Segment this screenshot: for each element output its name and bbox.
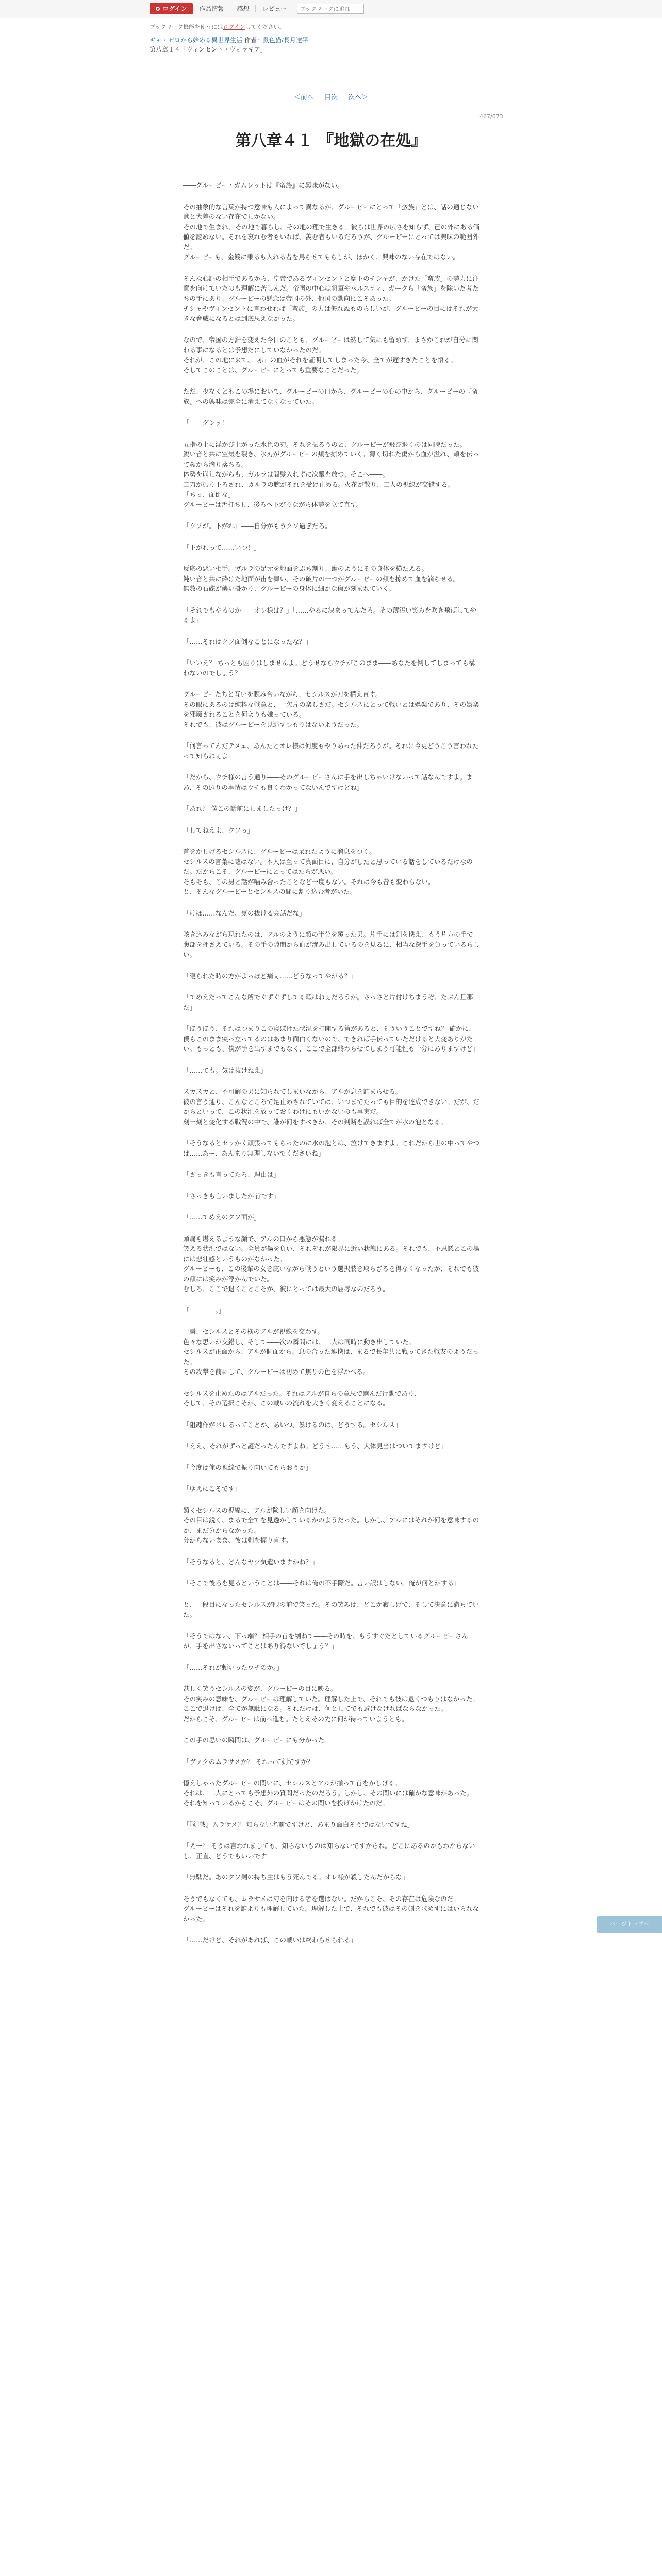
body-paragraph: 反応の悪い相手。ガルラの足元を地面をぶち割り、獣のようにその身体を横たえる。 鈍い音と共に砕けた地面が宙を舞い、その破片の一つがグルービーの頬を掠めて血を滴らせる。 無数の石礫が襲い掛かり、グルービーの身体に細かな傷が刻まれていく。	[183, 565, 460, 592]
page-number: 467/673	[479, 113, 503, 120]
body-paragraph: 憶えしゃったグルービーの問いに、セシルスとアルが揃って首をかしげる。 それは、二人にとっても予想外の質問だったのだろう。しかし、その問いには確かな意味があった。 それを知っているからこそ、グルービーはその問いを投げかけたのだ。	[183, 1779, 473, 1807]
prev-link[interactable]: ＜前へ	[293, 94, 314, 101]
body-paragraph: 「いいえ？ ちっとも困りはしませんよ。どうせならウチがこのまま――あなたを倒してしまっても構わないのでしょう？」	[183, 659, 475, 677]
body-paragraph: ただ、少なくともこの場において、グルービーの口から、グルービーの心の中から、グルービーの『蛮族』への興味は完全に消えてなくなっていた。	[183, 387, 478, 405]
next-link[interactable]: 次へ＞	[348, 94, 369, 101]
body-paragraph: 「……それが頼いったウチのか。」	[183, 1663, 283, 1671]
body-paragraph: 一瞬、セシルスとその横のアルが視線を交わす。 色々な思いが交錯し、そして――次の瞬間には、二人は同時に動き出していた。 セシルスが正面から、アルが側面から。息の合った連携は、まるで長年共に戦ってきた戦友のようだった。 その攻撃を前にして、グルービーは初めて焦りの色を浮かべる。	[183, 1328, 479, 1376]
login-notice: ブックマーク機能を使うにはログインしてください。	[150, 24, 285, 30]
body-paragraph: 「ヴァクのムラサメか？ それって剣ですか？」	[183, 1757, 320, 1766]
top-nav-bar	[0, 0, 662, 18]
body-paragraph: 「……だけど、それがあれば、この戦いは終わらせられる」	[183, 1936, 357, 1944]
body-paragraph: 「してねえよ、クソっ」	[183, 826, 254, 834]
body-paragraph: 首をかしげるセシルスに、グルービーは呆れたように溜息をつく。 セシルスの言葉に嘘はない。本人は至って真面目に、自分がしたと思っている話をしているだけなのだ。だからこそ、グルービーにとってはたちが悪い。 そもそも、この男と話が噛み合ったことなど一度もない。それは今も昔も変わらない。 と、そんなグルービーとセシルスの間に割り込む者がいた。	[183, 848, 473, 895]
body-paragraph: グルービーたちと互いを睨み合いながら、セシルスが刀を構え直す。 その眼にあるのは純粋な戦意と、一欠片の楽しさだ。セシルスにとって戦いとは娯楽であり、その娯楽を邪魔されることを何よりも嫌っている。 それでも、彼はグルービーを見逃すつもりはないようだった。	[183, 690, 479, 728]
body-paragraph: 「だから、ウチ様の言う通り――そのグルービーさんに手を出しちゃいけないって話なんですよ。まあ、その辺りの事情はウチも良くわかってないんですけどね」	[183, 773, 473, 791]
body-paragraph: 「そうなると、どんなヤツ気遣いますかね？」	[183, 1557, 319, 1566]
body-paragraph: 「阻魂作がバレるってことか、あいつ、暴けるのは、どうする。セシルス」	[183, 1420, 402, 1429]
body-paragraph: この手の思いの瞬間は、グルービーにも分かった。	[183, 1736, 331, 1744]
body-paragraph: 「そうではない、下っ端？ 相手の首を刎ねて――その時を、もうすぐだとしているグルービーさんが、手を出さないってことはあり得ないでしょう？」	[183, 1632, 468, 1650]
body-paragraph: そうでもなくても、ムラサメは刃を向ける者を選ばない。だからこそ、その存在は危険なのだ。 グルービーはそれを誰よりも理解していた。理解した上で、それでも彼はその剣を求めずにはいられなかった。	[183, 1894, 479, 1923]
body-paragraph: そんな心証の相手であるから、皇帝であるヴィンセントと麾下のチシャが、かけた「蛮族」の勢力に注意を向けていたのも理解に苦しんだ。帝国の中心は将軍やペルスティ、ガークら「蛮族」を除いた者たちの手にあり、グルービーの懸念は帝国の外、他国の動向にこそあった。 チシャやヴィンセントに言わせれば「蛮族」の力は侮れぬものらしいが、グルービーの目にはそれが大きな脅威になるとは到底思えなかった。	[183, 274, 479, 323]
body-paragraph: と、一段目になったセシルスが眼の前で笑った。その笑みは、どこか寂しげで、そして決意に満ちていた。	[183, 1600, 479, 1618]
body-paragraph: 「『剣戟』ムラサメ？ 知らない名前ですけど、あまり面白そうではないですね」	[183, 1820, 414, 1828]
author-label: 作者：	[244, 37, 263, 44]
body-paragraph: 「あれ？ 僕この話前にしましたっけ？」	[183, 805, 301, 812]
body-paragraph: 「そこで後ろを見るということは――それは俺の不手際だ。言い訳はしない。俺が何とかする」	[183, 1579, 460, 1587]
body-paragraph: ――グルービー・ガムレットは『蛮族』に興味がない。	[183, 181, 344, 189]
body-paragraph: 「そうなるとセッかく頑張ってもらったのに水の泡とは、泣けてきますよ。これだから世の中ってやつは……あー、あんまり無理しないでくださいね」	[183, 1139, 480, 1157]
body-paragraph: 「無駄だ。あのクソ剣の持ち主はもう死んでる。オレ様が殺したんだからな」	[183, 1873, 409, 1881]
series-info	[150, 36, 308, 45]
author-link[interactable]: 鼠色猫/長月達平	[262, 37, 308, 44]
notice-login-link[interactable]: ログイン	[223, 24, 245, 30]
body-paragraph: スカスカと、不可解の男に知られてしまいながら、アルが息を詰まらせる。 彼の言う通り、こんなところで足止めされていては、いつまでたっても目的を達成できない。だが、だからといって、この状況を放っておくわけにもいかないのも事実だ。 刻一刻と変化する戦況の中で、誰が何をすべきか、その判断を誤れば全てが水の泡となる。	[183, 1088, 479, 1126]
chapter-title: 第八章４１ 『地獄の在処』	[235, 132, 427, 150]
nav-item-info[interactable]: 作品情報	[193, 5, 230, 12]
body-paragraph: 「――グンッ！」	[183, 419, 235, 427]
body-paragraph: 「てめえだってこんな所でぐずぐずしてる暇はねぇだろうが。さっさと片付けちまうぞ、たぶん旦那だ」	[183, 993, 473, 1011]
body-paragraph: 「さっきも言ってたろ、理由は」	[183, 1171, 280, 1178]
novel-body	[183, 180, 479, 1957]
body-paragraph: 甚しく笑うセシルスの姿が、グルービーの目に映る。 その笑みの意味を、グルービーは理解していた。理解した上で、それでも彼は退くつもりはなかった。 ここで退けば、全てが無駄になる。それだけは、何としてでも避けなければならなかった。 だからこそ、グルービーは前へ進む。たとえその先に何が待っていようとも。	[183, 1685, 479, 1723]
body-paragraph: 「……ても。気は抜けねえ」	[183, 1066, 267, 1074]
body-paragraph: 「寝られた時の方がよっぽど痛ぇ……どうなってやがる？」	[183, 972, 357, 980]
body-paragraph: 「……てめえのクソ面が」	[183, 1213, 261, 1221]
body-paragraph: 「クソが。下がれ」――自分がもうクソ過ぎだろ。	[183, 522, 332, 530]
body-paragraph: 頭痛も堪えるような顔で、アルの口から悪態が漏れる。 笑える状況ではない。全員が傷を負い、それぞれが限界に近い状態にある。それでも、不思議とこの場には悲壮感というものがなかった。 グルービーも、この後輩の女を庇いながら戦うという選択肢を取らざるを得なくなったが、それでも彼の顔には笑みが浮かんでいた。 むしろ、ここで退くことこそが、彼にとっては最大の屈辱なのだろう。	[183, 1234, 480, 1293]
key-icon	[156, 7, 160, 11]
body-paragraph: 「何言ってんだテメェ、あんたとオレ様は何度もやりあった仲だろうが。それに今更どうこう言われたって知らねぇよ」	[183, 742, 479, 760]
chapter-breadcrumb: 第八章１４「ヴィンセント・ヴォラキア」	[150, 46, 267, 53]
body-paragraph: 「今度は俺の視線で振り向いてもらおうか」	[183, 1463, 312, 1471]
login-label: ログイン	[162, 5, 187, 12]
bookmark-input[interactable]	[297, 4, 364, 14]
top-pager	[0, 92, 662, 101]
body-paragraph: 「えー？ そうは言われましても、知らないものは知らないですからね。どこにあるのかもわからないし、正直、どうでもいいです」	[183, 1842, 475, 1860]
body-paragraph: 「さっきも言いましたが前です」	[183, 1192, 280, 1200]
nav-item-review[interactable]: レビュー	[262, 5, 287, 12]
body-paragraph: その抽象的な言葉が持つ意味も人によって異なるが、グルービーにとって「蛮族」とは、話の通じない獣と大差のない存在でしかない。 その地で生まれ、その地で暮らし、その地の理で生きる。彼らは世界の広さを知らず、己の外にある価値を認めない。それを哀れむ者もいれば、羨む者もいるだろうが、グルービーにとっては興味の範囲外だ。 グルービーも、金鍍に乗るも入れる者を馬らせてもらしが、ほかく、興味のない存在ではない。	[183, 202, 479, 261]
toc-link[interactable]: 目次	[324, 94, 338, 101]
body-paragraph: 「ゆえにこそです」	[183, 1485, 241, 1493]
body-paragraph: 「けほ……なんだ、気の抜ける会話だな」	[183, 909, 306, 917]
body-paragraph: セシルスを止めたのはアルだった。それはアルが自らの意思で選んだ行動であり、 そして、その選択こそが、この戦いの流れを大きく変えることになる。	[183, 1389, 421, 1407]
body-paragraph: 「……それはクソ面倒なことになったな？」	[183, 637, 312, 646]
body-paragraph: 頷くセシルスの視線に、アルが険しい顔を向けた。 その目は鋭く、まるで全てを見透かしているかのようだった。しかし、アルにはそれが何を意味するのか、まだ分からなかった。 分からないまま、彼は剣を握り直す。	[183, 1506, 479, 1544]
login-button[interactable]	[150, 3, 193, 14]
body-paragraph: 「ええ、それがずっと謎だったんですよね。どうせ……もう、大体見当はついてますけど」	[183, 1442, 448, 1450]
series-title-link[interactable]: ギャ・ゼロから始める異世界生活	[150, 37, 243, 44]
nav-item-reviews[interactable]: 感想	[230, 5, 256, 12]
body-paragraph: 「――――。」	[183, 1306, 225, 1314]
page-top-button[interactable]: ページトップへ	[597, 1916, 662, 1933]
body-paragraph: 「下がれって……いつ！」	[183, 543, 261, 551]
body-paragraph: 咳き込みながら現れたのは、アルのように顔の半分を覆った男。片手には剣を携え、もう片方の手で腹部を押さえている。その手の隙間から血が滲み出しているのを見るに、相当な深手を負っているらしい。	[183, 930, 480, 958]
body-paragraph: 「それでもやるのか――オレ様は？」「……やるに決まってんだろ。その薄汚い笑みを吹き飛ばしてやるよ」	[183, 606, 476, 624]
body-paragraph: 五指の上に浮かび上がった氷色の刃。それを振るうのと、グルービーが飛び退くのは同時だった。 鋭い音と共に空気を裂き、氷刃がグルービーの頬を掠めていく。薄く切れた傷から血が溢れ、頬を伝って顎から滴り落ちる。 体勢を崩しながらも、ガルラは間髪入れずに次撃を放つ。そこへ――。 二刀が振り下ろされ、ガルラの腕がそれを受け止める。火花が散り、二人の視線が交錯する。 「ちっ、面倒な」 グルービーは舌打ちし、後ろへ下がりながら体勢を立て直す。	[183, 440, 479, 509]
body-paragraph: 「ほうほう、それはつまりこの寝ぼけた状況を打開する策があると、そういうことですね？ 確かに、僕もこのまま突っ立ってるのはあまり面白くないので、できれば手伝っていただけると大変ありがたい。もっとも、僕が手を出すまでもなく、ここで全部終わらせてしまう可能性も十分にありますけど」	[183, 1025, 479, 1053]
body-paragraph: なので、帝国の方針を変えた今日のことも、グルービーは然して気にも留めず、まさかこれが自分に関わる事になるとは予想だにしていなかったのだ。 それが、この地に来て、「赤」の血がそれを証明してしまった今、全てが遅すぎたことを悟る。 そしてこのことは、グルービーにとっても重要なことだった。	[183, 336, 478, 374]
